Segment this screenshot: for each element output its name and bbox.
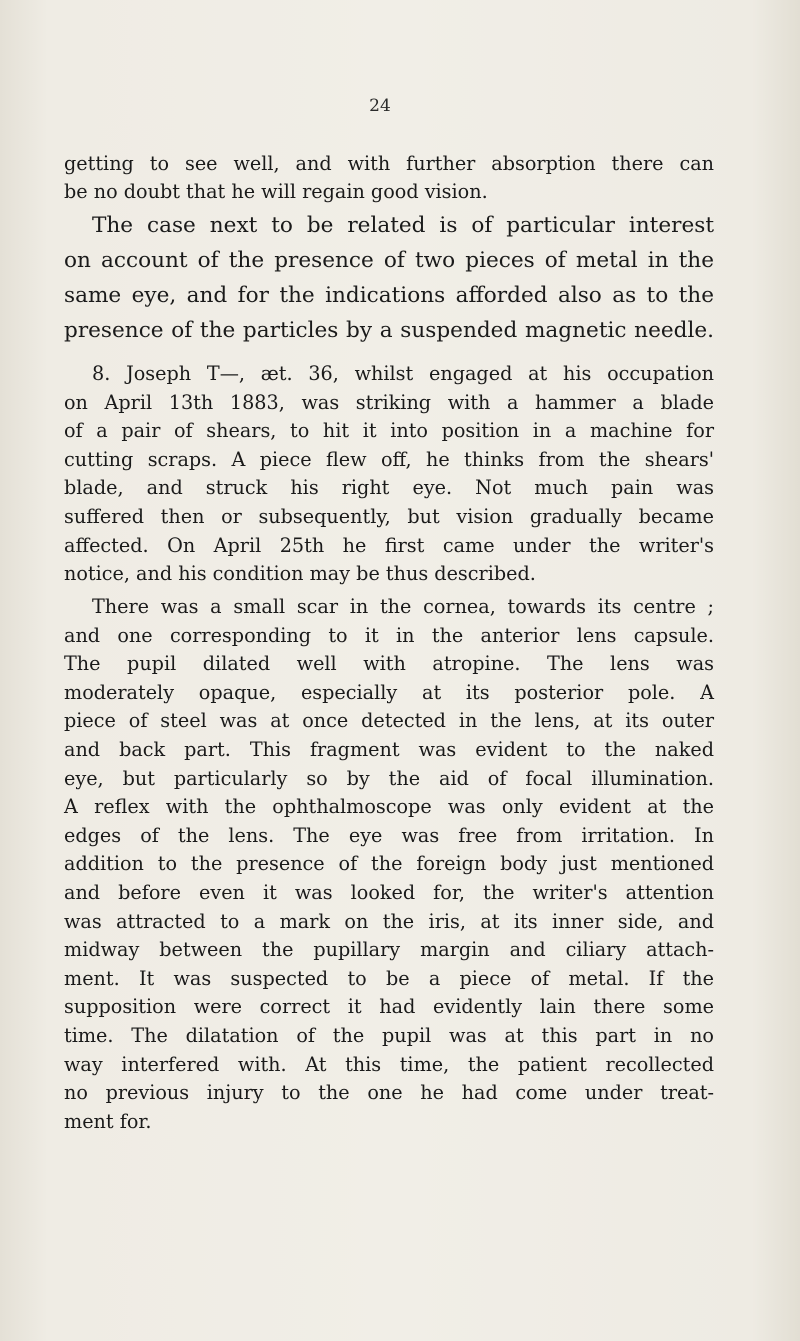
text-line: suffered then or subsequently, but vision gradually became: [64, 504, 714, 528]
text-line: getting to see well, and with further absorption there can: [64, 152, 714, 175]
text-line: cutting scraps. A piece flew off, he thinks from the shears': [64, 447, 714, 471]
text-line: on April 13th 1883, was striking with a hammer a blade: [64, 390, 714, 414]
text-line: and back part. This fragment was evident to the naked: [64, 737, 714, 761]
text-line: on account of the presence of two pieces of metal in the: [64, 248, 714, 273]
text-line: eye, but particularly so by the aid of focal illumination.: [64, 766, 714, 790]
page-number: 24: [369, 96, 391, 116]
text-line: The pupil dilated well with atropine. The lens was: [64, 652, 714, 676]
text-line: The case next to be related is of particular interest: [92, 213, 714, 238]
text-line: supposition were correct it had evidently lain there some: [64, 995, 714, 1019]
text-line: was attracted to a mark on the iris, at its inner side, and: [64, 909, 714, 933]
paragraph-case-8: [64, 360, 714, 589]
paragraph-case-intro: [64, 208, 714, 348]
text-line: way interfered with. At this time, the patient recollected: [64, 1052, 714, 1076]
paragraph-continuation: [64, 150, 714, 206]
text-line: There was a small scar in the cornea, towards its centre ;: [92, 595, 714, 618]
text-line: no previous injury to the one he had come under treat-: [64, 1081, 714, 1105]
text-line: ment for.: [64, 1109, 152, 1133]
text-line: 8. Joseph T—, æt. 36, whilst engaged at his occupation: [92, 362, 714, 385]
paragraph-examination: [64, 593, 714, 1136]
text-line: addition to the presence of the foreign body just mentioned: [64, 852, 714, 876]
text-line: be no doubt that he will regain good vision.: [64, 180, 488, 203]
text-line: moderately opaque, especially at its posterior pole. A: [64, 680, 714, 704]
text-line: A reflex with the ophthalmoscope was only evident at the: [64, 795, 714, 819]
text-line: affected. On April 25th he first came under the writer's: [64, 533, 714, 557]
text-line: presence of the particles by a suspended magnetic needle.: [64, 318, 714, 343]
text-line: piece of steel was at once detected in the lens, at its outer: [64, 709, 714, 733]
text-line: and before even it was looked for, the writer's attention: [64, 880, 714, 904]
text-line: and one corresponding to it in the anterior lens capsule.: [64, 623, 714, 647]
text-line: same eye, and for the indications afforded also as to the: [64, 283, 714, 308]
text-line: blade, and struck his right eye. Not much pain was: [64, 476, 714, 500]
text-line: midway between the pupillary margin and ciliary attach-: [64, 938, 714, 962]
text-line: time. The dilatation of the pupil was at this part in no: [64, 1023, 714, 1047]
text-line: of a pair of shears, to hit it into position in a machine for: [64, 419, 714, 443]
text-line: notice, and his condition may be thus described.: [64, 562, 536, 586]
text-line: edges of the lens. The eye was free from irritation. In: [64, 823, 714, 847]
text-line: ment. It was suspected to be a piece of metal. If the: [64, 966, 714, 990]
